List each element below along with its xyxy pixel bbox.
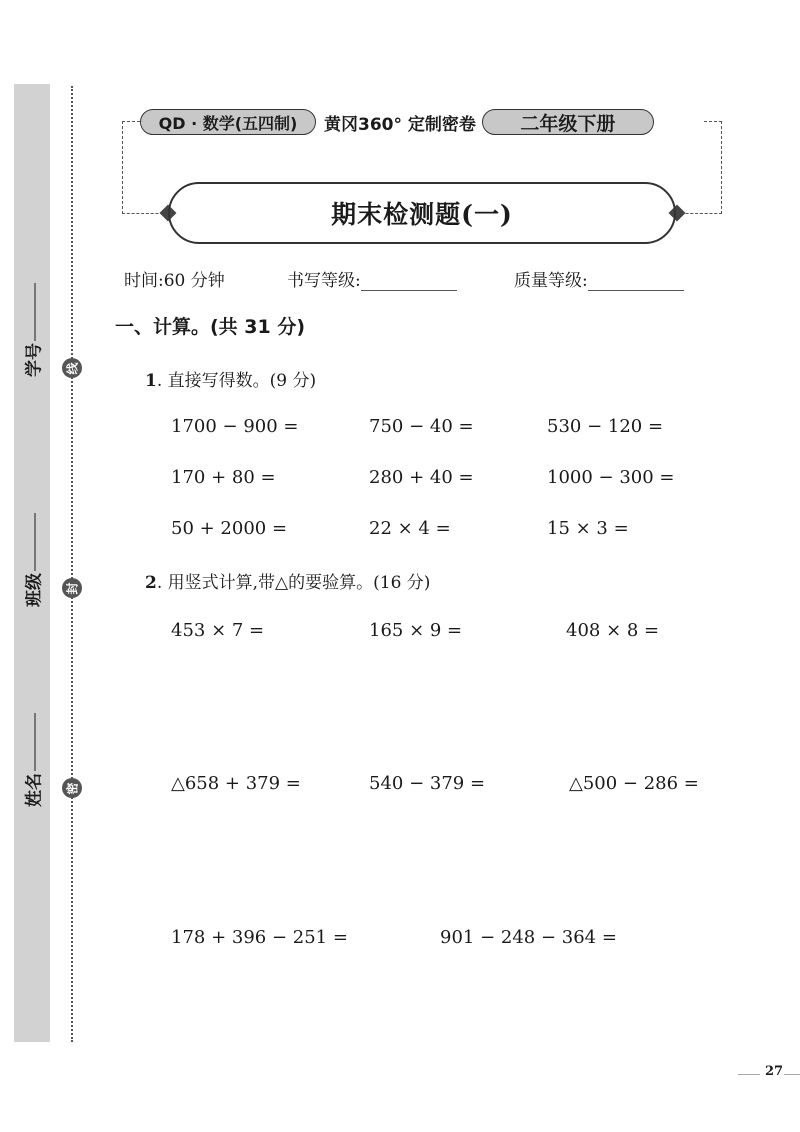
name-blank[interactable]: [34, 713, 35, 771]
subject-pill: QD · 数学(五四制): [140, 109, 316, 135]
problem: 165 × 9 =: [369, 620, 463, 641]
quality-grade-field: 质量等级:: [514, 266, 684, 291]
name-label: 姓名: [24, 773, 45, 807]
student-id-blank[interactable]: [34, 283, 35, 341]
question-2: [145, 568, 430, 593]
page-title: 期末检测题(一): [331, 200, 513, 229]
section-title: 一、计算。(共 31 分): [115, 316, 306, 338]
writing-grade-field: 书写等级:: [287, 266, 457, 291]
problem: 540 − 379 =: [369, 773, 486, 794]
problem: 1700 − 900 =: [171, 416, 299, 437]
seal-seal: 封: [62, 578, 82, 598]
page-rule-left: [738, 1074, 760, 1075]
class-blank[interactable]: [34, 513, 35, 571]
problem: 178 + 396 − 251 =: [171, 927, 348, 948]
problem: △500 − 286 =: [569, 773, 699, 794]
problem: 15 × 3 =: [547, 518, 629, 539]
problem: 750 − 40 =: [369, 416, 474, 437]
brand-text: 黄冈360° 定制密卷: [324, 114, 476, 135]
question-1-number: 1: [145, 371, 157, 391]
seal-secret: 密: [62, 778, 82, 798]
question-1: [145, 366, 316, 391]
cut-line: [71, 86, 73, 1042]
page-number: 27: [765, 1064, 784, 1079]
problem: 408 × 8 =: [566, 620, 660, 641]
header-row: [140, 105, 704, 139]
problem: 530 − 120 =: [547, 416, 664, 437]
student-id-label: 学号: [24, 343, 45, 377]
time-info: 时间:60 分钟: [124, 271, 225, 291]
seal-line: 线: [62, 358, 82, 378]
problem: 1000 − 300 =: [547, 467, 675, 488]
problem: 901 − 248 − 364 =: [440, 927, 617, 948]
problem: 453 × 7 =: [171, 620, 265, 641]
problem: 280 + 40 =: [369, 467, 474, 488]
question-2-text: . 用竖式计算,带△的要验算。(16 分): [156, 573, 431, 593]
grade-pill: 二年级下册: [482, 109, 654, 135]
problem: 50 + 2000 =: [171, 518, 288, 539]
title-box: [168, 182, 676, 244]
page-rule-right: [784, 1074, 800, 1075]
class-field: [20, 513, 45, 607]
name-field: [20, 713, 45, 807]
problem: 170 + 80 =: [171, 467, 276, 488]
problem: △658 + 379 =: [171, 773, 301, 794]
quality-grade-blank[interactable]: [588, 268, 684, 291]
question-1-text: . 直接写得数。(9 分): [156, 371, 317, 391]
question-2-number: 2: [145, 573, 157, 593]
student-id-field: [20, 283, 45, 377]
class-label: 班级: [24, 573, 45, 607]
writing-grade-blank[interactable]: [361, 268, 457, 291]
problem: 22 × 4 =: [369, 518, 451, 539]
